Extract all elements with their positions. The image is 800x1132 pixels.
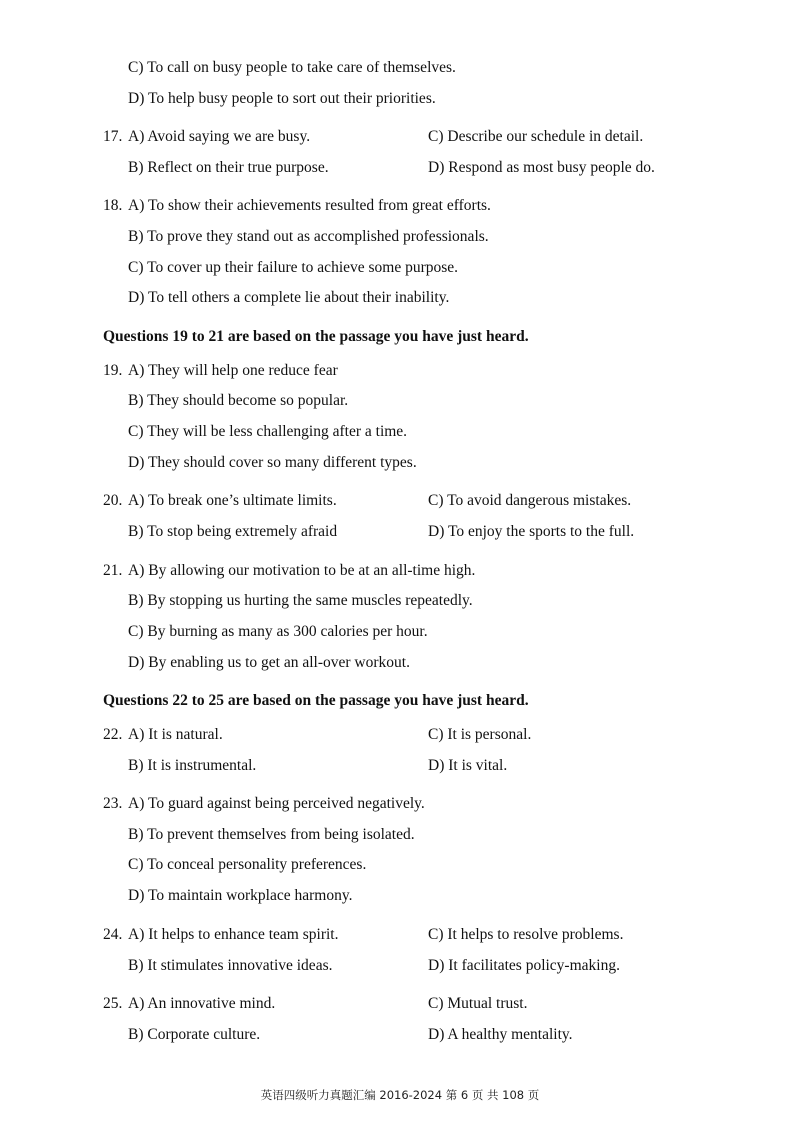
option-18-b: B) To prove they stand out as accomplished professionals. <box>128 228 489 245</box>
option-20-b: B) To stop being extremely afraid <box>128 523 338 540</box>
option-21-d: D) By enabling us to get an all-over workout. <box>128 654 410 671</box>
question-number: 20. <box>103 492 123 509</box>
option-22-d: D) It is vital. <box>428 757 508 774</box>
option-22-c: C) It is personal. <box>428 726 532 743</box>
page-footer: 英语四级听力真题汇编 2016-2024 第 6 页 共 108 页 <box>260 1088 540 1102</box>
option-24-d: D) It facilitates policy-making. <box>428 957 620 974</box>
option-24-a: A) It helps to enhance team spirit. <box>128 926 339 943</box>
option-20-d: D) To enjoy the sports to the full. <box>428 523 635 540</box>
option-19-d: D) They should cover so many different types. <box>128 454 417 471</box>
option-20-a: A) To break one’s ultimate limits. <box>128 492 337 509</box>
question-number: 21. <box>103 562 123 579</box>
option-19-a: A) They will help one reduce fear <box>128 362 338 379</box>
option-23-d: D) To maintain workplace harmony. <box>128 887 353 904</box>
option-22-b: B) It is instrumental. <box>128 757 257 774</box>
option-24-b: B) It stimulates innovative ideas. <box>128 957 333 974</box>
option-19-b: B) They should become so popular. <box>128 392 349 409</box>
question-number: 17. <box>103 128 123 145</box>
option-16-d: D) To help busy people to sort out their priorities. <box>128 90 436 107</box>
question-number: 24. <box>103 926 123 943</box>
option-23-c: C) To conceal personality preferences. <box>128 856 367 873</box>
option-24-c: C) It helps to resolve problems. <box>428 926 624 943</box>
section-heading-19-21: Questions 19 to 21 are based on the passage you have just heard. <box>103 328 529 345</box>
option-18-d: D) To tell others a complete lie about their inability. <box>128 289 450 306</box>
option-18-c: C) To cover up their failure to achieve some purpose. <box>128 259 459 276</box>
option-21-c: C) By burning as many as 300 calories per hour. <box>128 623 428 640</box>
option-19-c: C) They will be less challenging after a time. <box>128 423 408 440</box>
option-16-c: C) To call on busy people to take care of themselves. <box>128 59 456 76</box>
option-21-b: B) By stopping us hurting the same muscles repeatedly. <box>128 592 473 609</box>
option-25-d: D) A healthy mentality. <box>428 1026 573 1043</box>
option-20-c: C) To avoid dangerous mistakes. <box>428 492 632 509</box>
option-17-a: A) Avoid saying we are busy. <box>128 128 311 145</box>
option-21-a: A) By allowing our motivation to be at an all-time high. <box>128 562 476 579</box>
option-17-b: B) Reflect on their true purpose. <box>128 159 329 176</box>
option-23-a: A) To guard against being perceived negatively. <box>128 795 425 812</box>
option-18-a: A) To show their achievements resulted from great efforts. <box>128 197 491 214</box>
section-heading-22-25: Questions 22 to 25 are based on the passage you have just heard. <box>103 692 529 709</box>
option-23-b: B) To prevent themselves from being isolated. <box>128 826 415 843</box>
option-22-a: A) It is natural. <box>128 726 223 743</box>
question-number: 18. <box>103 197 123 214</box>
question-number: 19. <box>103 362 123 379</box>
option-17-d: D) Respond as most busy people do. <box>428 159 655 176</box>
question-number: 25. <box>103 995 123 1012</box>
option-17-c: C) Describe our schedule in detail. <box>428 128 644 145</box>
question-number: 23. <box>103 795 123 812</box>
option-25-c: C) Mutual trust. <box>428 995 528 1012</box>
option-25-b: B) Corporate culture. <box>128 1026 261 1043</box>
question-number: 22. <box>103 726 123 743</box>
option-25-a: A) An innovative mind. <box>128 995 276 1012</box>
